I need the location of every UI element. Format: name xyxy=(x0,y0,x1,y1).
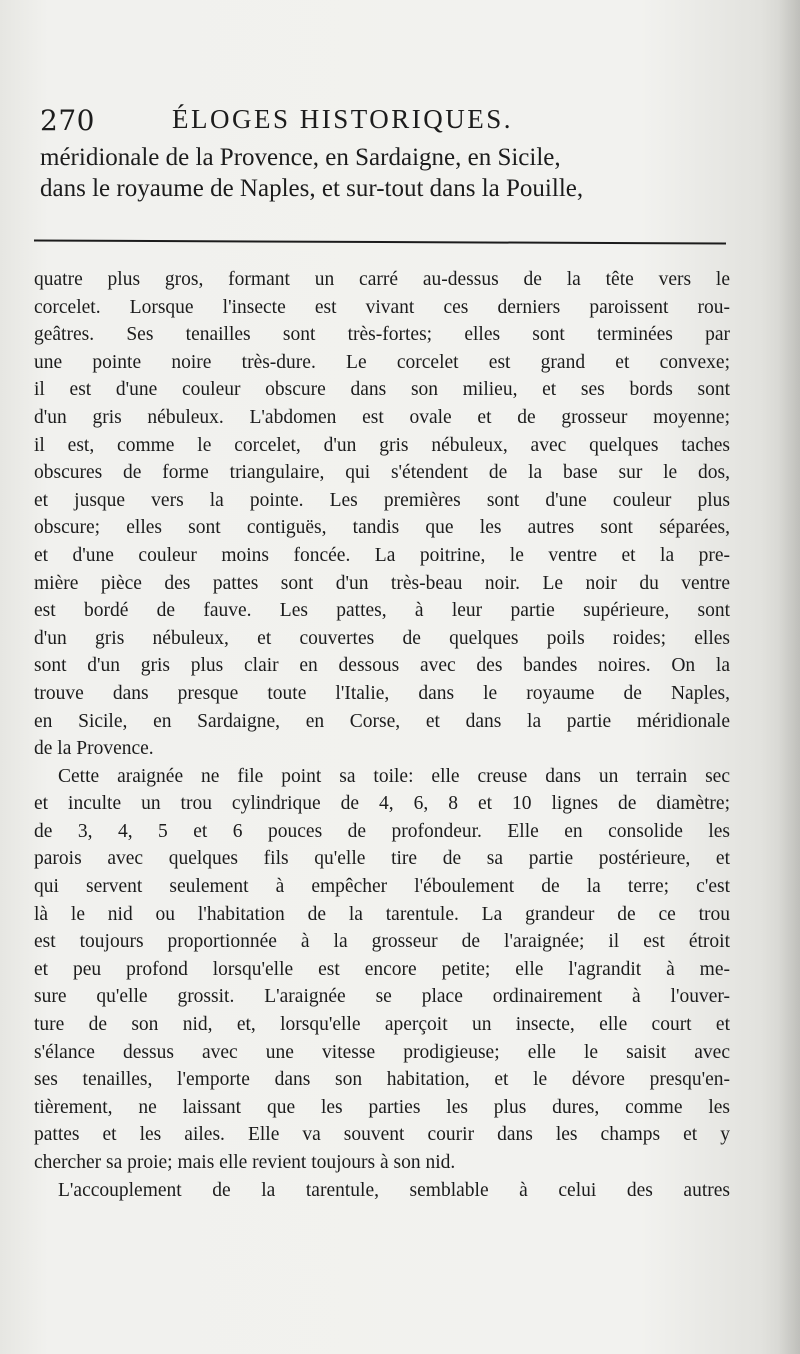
body-text xyxy=(34,266,730,1204)
text-line: de 3, 4, 5 et 6 pouces de profondeur. Elle en consolide les xyxy=(34,820,730,842)
continued-line: méridionale de la Provence, en Sardaigne, en Sicile, xyxy=(40,144,561,171)
text-line: parois avec quelques fils qu'elle tire de sa partie postérieure, et xyxy=(34,848,730,870)
text-line: il est d'une couleur obscure dans son milieu, et ses bords sont xyxy=(34,379,730,401)
paragraph xyxy=(34,266,730,763)
paragraph xyxy=(34,763,730,1177)
text-line: quatre plus gros, formant un carré au-dessus de la tête vers le xyxy=(34,269,730,290)
text-line: obscure; elles sont contiguës, tandis que les autres sont séparées, xyxy=(34,517,730,539)
text-line: ses tenailles, l'emporte dans son habitation, et le dévore presqu'en- xyxy=(34,1069,730,1091)
text-line: tièrement, ne laissant que les parties les plus dures, comme les xyxy=(34,1096,730,1118)
text-line: obscures de forme triangulaire, qui s'étendent de la base sur le dos, xyxy=(34,462,730,484)
horizontal-rule xyxy=(34,239,726,244)
text-line: chercher sa proie; mais elle revient toujours à son nid. xyxy=(34,1152,456,1173)
text-line: et inculte un trou cylindrique de 4, 6, 8 et 10 lignes de diamètre; xyxy=(34,793,730,815)
text-line: en Sicile, en Sardaigne, en Corse, et dans la partie méridionale xyxy=(34,710,730,732)
text-line: Cette araignée ne file point sa toile: elle creuse dans un terrain sec xyxy=(58,765,730,787)
text-line: mière pièce des pattes sont d'un très-beau noir. Le noir du ventre xyxy=(34,572,730,594)
continued-line: dans le royaume de Naples, et sur-tout dans la Pouille, xyxy=(40,175,584,202)
paragraph xyxy=(34,1177,730,1205)
text-line: corcelet. Lorsque l'insecte est vivant ces derniers paroissent rou- xyxy=(34,296,730,318)
text-line: pattes et les ailes. Elle va souvent courir dans les champs et y xyxy=(34,1124,730,1146)
text-line: geâtres. Ses tenailles sont très-fortes; elles sont terminées par xyxy=(34,324,730,346)
page-number: 270 xyxy=(40,104,95,137)
text-line: et d'une couleur moins foncée. La poitrine, le ventre et la pre- xyxy=(34,544,730,566)
text-line: trouve dans presque toute l'Italie, dans le royaume de Naples, xyxy=(34,682,730,704)
text-line: L'accouplement de la tarentule, semblable à celui des autres xyxy=(58,1179,730,1201)
text-line: ture de son nid, et, lorsqu'elle aperçoit un insecte, elle court et xyxy=(34,1014,730,1036)
text-line: et jusque vers la pointe. Les premières sont d'une couleur plus xyxy=(34,489,730,511)
text-line: s'élance dessus avec une vitesse prodigieuse; elle le saisit avec xyxy=(34,1041,730,1063)
header-title: ÉLOGES HISTORIQUES. xyxy=(172,104,514,134)
text-line: sont d'un gris plus clair en dessous avec des bandes noires. On la xyxy=(34,655,730,677)
text-line: et peu profond lorsqu'elle est encore petite; elle l'agrandit à me- xyxy=(34,958,730,980)
text-line: d'un gris nébuleux, et couvertes de quelques poils roides; elles xyxy=(34,627,730,649)
text-line: sure qu'elle grossit. L'araignée se place ordinairement à l'ouver- xyxy=(34,986,730,1008)
text-line: est toujours proportionnée à la grosseur de l'araignée; il est étroit xyxy=(34,931,730,953)
text-line: est bordé de fauve. Les pattes, à leur partie supérieure, sont xyxy=(34,600,730,622)
text-line: une pointe noire très-dure. Le corcelet est grand et convexe; xyxy=(34,351,730,373)
continued-footnote-lines xyxy=(40,142,740,204)
running-head xyxy=(40,100,600,140)
page-edge-shadow xyxy=(778,0,800,1354)
text-line: là le nid ou l'habitation de la tarentule. La grandeur de ce trou xyxy=(34,903,730,925)
text-line: qui servent seulement à empêcher l'éboulement de la terre; c'est xyxy=(34,876,730,898)
text-line: de la Provence. xyxy=(34,738,154,760)
text-line: il est, comme le corcelet, d'un gris nébuleux, avec quelques taches xyxy=(34,434,730,456)
text-line: d'un gris nébuleux. L'abdomen est ovale et de grosseur moyenne; xyxy=(34,406,730,428)
